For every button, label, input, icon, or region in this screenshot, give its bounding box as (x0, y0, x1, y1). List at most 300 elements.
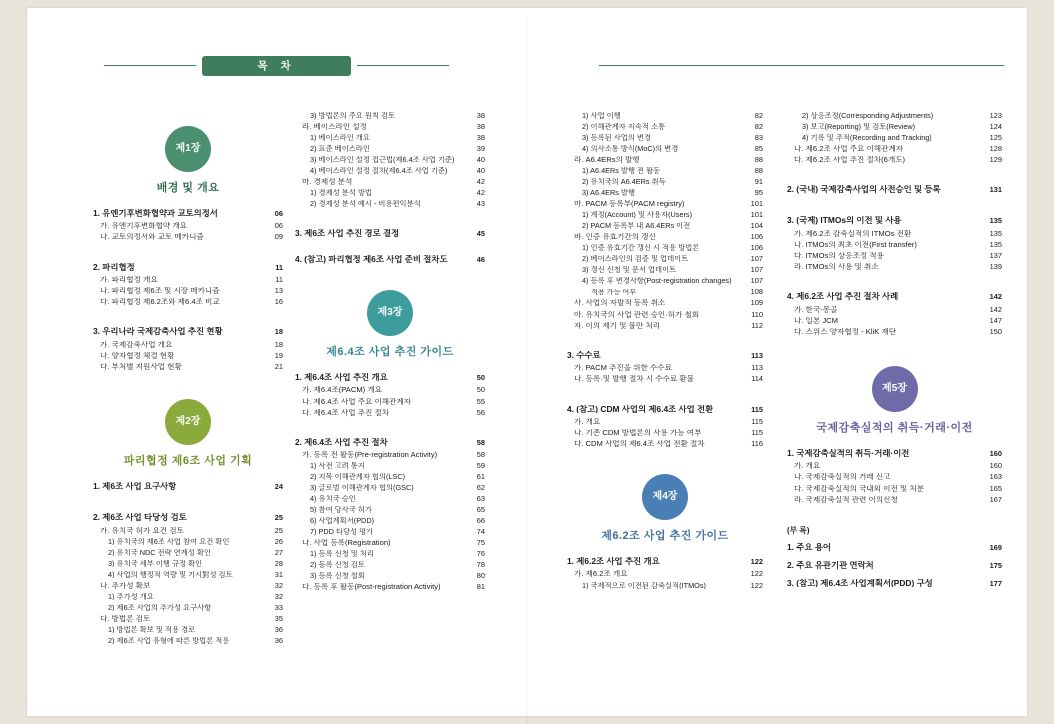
toc-entry[interactable] (567, 156, 763, 164)
toc-entry[interactable] (93, 637, 283, 645)
toc-entry-text: 4) 사업의 행정적 역량 및 기시對성 검토 (108, 570, 233, 579)
toc-entry-page: 19 (274, 350, 283, 360)
toc-entry-text: 3) 베이스라인 설정 접근법(제6.4조 사업 기준) (310, 156, 455, 164)
toc-entry-text: 2. 제6조 사업 타당성 검토 (93, 513, 187, 523)
chapter-4-name: 제6.2조 사업 추진 가이드 (601, 530, 729, 543)
toc-entry[interactable] (567, 351, 763, 360)
toc-entry-page: 167 (989, 494, 1002, 504)
toc-entry-text: 다. 부처별 지원사업 현황 (100, 363, 182, 371)
toc-entry[interactable] (567, 288, 763, 296)
toc-entry-page: 35 (274, 613, 283, 623)
toc-entry[interactable] (295, 178, 485, 186)
toc-entry[interactable] (787, 252, 1002, 260)
toc-entry-text: 라. 베이스라인 설정 (302, 122, 368, 131)
toc-entry-page: 81 (476, 582, 485, 592)
toc-entry[interactable] (567, 311, 763, 319)
toc-entry-text: 1) 방법론 확보 및 적용 경로 (108, 625, 196, 634)
chapter-4-heading (567, 474, 763, 543)
toc-entry-text: 4. 제6.2조 사업 추진 절차 사례 (787, 292, 899, 302)
toc-entry-text: 3) 방법론의 주요 원칙 검토 (310, 112, 396, 120)
toc-entry[interactable] (93, 298, 283, 306)
toc-entry-page: 137 (989, 251, 1002, 261)
spacer (567, 333, 763, 342)
toc-entry-text: 3) 갱신 신청 및 문서 업데이트 (582, 265, 677, 274)
toc-entry[interactable] (295, 506, 485, 514)
chapter-2-heading (93, 399, 283, 468)
toc-entry-text: 1) A6.4ERs 발행 전 활동 (582, 166, 661, 175)
toc-entry-text: 바. 인증 유효기간의 갱신 (574, 232, 656, 241)
toc-entry-page: 58 (476, 450, 485, 460)
toc-entry-text: 2) 제6조 사업 유형에 따른 방법론 적용 (108, 636, 230, 645)
toc-entry-text: 가. 제6.2조 개요 (574, 570, 628, 579)
toc-entry[interactable] (787, 543, 1002, 552)
toc-entry-text: 1. 제6.4조 사업 추진 개요 (295, 373, 388, 382)
toc-entry-text: 다. 파리협정 제6.2조와 제6.4조 비교 (100, 298, 220, 307)
toc-entry-text: 가. 국제감축사업 개요 (100, 340, 173, 349)
toc-entry[interactable] (567, 405, 763, 414)
toc-entry-page: 147 (989, 315, 1002, 325)
toc-entry-page: 101 (750, 209, 763, 219)
toc-entry[interactable] (787, 185, 1002, 194)
toc-entry-text: 나. 파리협정 제6조 및 시장 메카니즘 (100, 287, 220, 296)
spacer (787, 507, 1002, 525)
toc-entry[interactable] (93, 560, 283, 568)
chapter-1-name: 배경 및 개요 (156, 182, 220, 194)
toc-entry-text: 다. ITMOs의 상응조정 적용 (794, 252, 884, 261)
toc-entry-text: 7) PDD 타당성 평가 (310, 528, 374, 536)
toc-entry-page: 18 (274, 327, 283, 337)
toc-entry-page: 82 (754, 111, 763, 120)
toc-entry[interactable] (567, 277, 763, 285)
toc-entry-text: 라. A6.4ERs의 발행 (574, 155, 640, 164)
toc-entry[interactable] (295, 200, 485, 208)
toc-entry[interactable] (93, 549, 283, 557)
toc-entry[interactable] (93, 263, 283, 272)
toc-entry-text: 1) 사업 이행 (582, 112, 621, 120)
toc-entry[interactable] (295, 550, 485, 558)
toc-entry-text: 1) 추가성 개요 (108, 592, 154, 601)
toc-entry-text: 2) 베이스라인의 검증 및 업데이트 (582, 255, 689, 263)
toc-entry-page: 36 (274, 635, 283, 645)
toc-entry-page: 125 (989, 132, 1002, 142)
toc-entry[interactable] (93, 538, 283, 546)
toc-entry[interactable] (295, 255, 485, 264)
toc-entry-page: 112 (751, 320, 763, 330)
toc-entry[interactable] (93, 233, 283, 241)
toc-entry[interactable] (787, 496, 1002, 504)
toc-entry-text: 사. 사업의 자발적 등록 취소 (574, 299, 666, 308)
toc-entry[interactable] (295, 167, 485, 175)
toc-entry[interactable] (93, 276, 283, 284)
toc-entry-page: 115 (751, 404, 763, 414)
toc-entry[interactable] (567, 200, 763, 208)
toc-entry-text: 2) 표준 베이스라인 (310, 145, 370, 153)
toc-entry-page: 59 (476, 461, 485, 471)
chapter-1-heading (93, 126, 283, 195)
toc-entry-page: 177 (989, 578, 1002, 588)
chapter-5-name: 국제감축실적의 취득·거래·이전 (816, 422, 973, 435)
toc-entry[interactable] (295, 409, 485, 417)
toc-entry[interactable] (787, 473, 1002, 481)
toc-entry-page: 55 (476, 396, 485, 406)
toc-entry[interactable] (295, 495, 485, 503)
toc-entry[interactable] (567, 418, 763, 426)
toc-entry[interactable] (93, 593, 283, 601)
left-page (27, 8, 527, 716)
toc-entry-page: 82 (754, 121, 763, 131)
toc-entry[interactable] (295, 112, 485, 120)
spacer (295, 242, 485, 246)
toc-column-right-1 (567, 112, 763, 593)
toc-entry-page: 135 (989, 228, 1002, 238)
toc-entry-text: 1) 등록 신청 및 처리 (310, 550, 374, 558)
toc-entry-page: 104 (750, 220, 763, 230)
toc-entry[interactable] (93, 527, 283, 535)
toc-entry-text: 2) 지목 이해관계자 협의(LSC) (310, 473, 406, 481)
toc-entry-page: 74 (476, 527, 485, 537)
toc-entry[interactable] (295, 473, 485, 481)
toc-entry-text: 1) 경제성 분석 방법 (310, 189, 372, 197)
toc-entry-text: 가. 유엔기후변화협약 개요 (100, 222, 188, 231)
toc-entry-page: 91 (754, 176, 763, 186)
toc-entry-page: 43 (476, 199, 485, 209)
toc-entry-page: 85 (754, 143, 763, 153)
toc-entry[interactable] (567, 233, 763, 241)
toc-entry[interactable] (787, 230, 1002, 238)
toc-entry-text: 라. 국제감축실적 관련 이의신청 (794, 495, 898, 504)
toc-entry-page: 106 (750, 243, 763, 253)
toc-entry-text: 3) A6.4ERs 발행 (582, 188, 636, 197)
toc-entry-text: 2) 경제성 분석 예시 - 비용편익분석 (310, 200, 421, 208)
toc-entry[interactable] (93, 571, 283, 579)
toc-entry-text: 나. 일본 JCM (794, 316, 838, 325)
toc-entry-text: 가. 유치국 허가 요건 검토 (100, 526, 184, 535)
toc-entry-page: 16 (274, 297, 283, 307)
toc-entry-page: 75 (476, 538, 485, 548)
toc-entry[interactable] (93, 626, 283, 634)
toc-entry[interactable] (787, 292, 1002, 301)
toc-entry[interactable] (567, 189, 763, 197)
spacer (567, 387, 763, 396)
toc-entry[interactable] (295, 462, 485, 470)
toc-entry-page: 40 (476, 155, 485, 165)
toc-entry[interactable] (567, 266, 763, 274)
chapter-5-heading (787, 366, 1002, 435)
toc-entry[interactable] (787, 123, 1002, 131)
toc-entry[interactable] (295, 189, 485, 197)
toc-entry-page: 11 (275, 262, 283, 272)
toc-entry[interactable] (787, 112, 1002, 120)
toc-entry[interactable] (787, 317, 1002, 325)
toc-entry-page: 56 (476, 407, 485, 417)
chapter-3-heading (295, 290, 485, 359)
chapter-1-badge: 제1장 (165, 126, 211, 172)
toc-entry[interactable] (787, 216, 1002, 225)
toc-entry-page: 46 (476, 255, 485, 265)
toc-entry-page: 21 (274, 362, 283, 372)
toc-entry[interactable] (295, 373, 485, 382)
toc-entry-page: 113 (751, 363, 763, 373)
toc-entry-text: 다. 제6.4조 사업 추진 절차 (302, 408, 390, 417)
toc-entry[interactable] (93, 615, 283, 623)
toc-entry[interactable] (567, 178, 763, 186)
toc-entry[interactable] (295, 561, 485, 569)
toc-entry[interactable] (787, 134, 1002, 142)
toc-entry-page: 78 (476, 560, 485, 570)
book-spread (27, 8, 1027, 716)
toc-entry[interactable] (93, 222, 283, 230)
toc-entry-text: 2) 이해관계자 지속적 소통 (582, 122, 666, 131)
header-rule-right (357, 65, 449, 66)
toc-entry[interactable] (93, 209, 283, 218)
toc-entry[interactable] (567, 244, 763, 252)
toc-entry-page: 160 (989, 449, 1002, 459)
toc-entry[interactable] (295, 572, 485, 580)
toc-entry[interactable] (567, 299, 763, 307)
toc-entry[interactable] (295, 583, 485, 591)
toc-entry-text: 2) 유치국 NDC 전략 연계성 확인 (108, 548, 211, 557)
toc-entry-text: 4) 유치국 승인 (310, 495, 356, 503)
toc-entry-text: 1) 사전 고려 통지 (310, 462, 365, 471)
toc-entry[interactable] (295, 123, 485, 131)
toc-entry[interactable] (295, 145, 485, 153)
spacer (787, 167, 1002, 176)
toc-entry[interactable] (567, 582, 763, 590)
toc-entry-page: 31 (274, 569, 283, 579)
toc-entry-page: 09 (274, 232, 283, 242)
toc-entry-page: 36 (274, 624, 283, 634)
toc-entry[interactable] (295, 438, 485, 447)
toc-entry[interactable] (787, 485, 1002, 493)
toc-entry-page: 122 (750, 580, 763, 590)
toc-entry[interactable] (787, 561, 1002, 570)
toc-entry-page: 131 (989, 185, 1002, 195)
toc-entry-text: 1) 계정(Account) 및 사용자(Users) (582, 210, 693, 219)
toc-entry[interactable] (93, 341, 283, 349)
toc-entry-text: 다. 등록 후 활동(Post-registration Activity) (302, 583, 441, 592)
toc-entry[interactable] (787, 328, 1002, 336)
spacer (787, 274, 1002, 283)
toc-entry-page: 106 (750, 231, 763, 241)
toc-entry-page: 110 (751, 309, 763, 319)
toc-entry[interactable] (567, 375, 763, 383)
toc-entry[interactable] (295, 484, 485, 492)
spacer (787, 198, 1002, 207)
toc-entry[interactable] (295, 528, 485, 536)
right-page (527, 8, 1027, 716)
toc-entry-text: 2. 주요 유관기관 연락처 (787, 560, 874, 570)
toc-entry-text: 아. 유치국의 사업 관련 승인·허가 철회 (574, 310, 700, 319)
toc-entry[interactable] (93, 287, 283, 295)
toc-entry-page: 163 (989, 472, 1002, 482)
toc-entry-text: 1) 국제적으로 이전된 감축실적(ITMOs) (582, 581, 706, 590)
toc-entry-page: 28 (274, 558, 283, 568)
toc-entry-text: 나. 국제감축실적의 거래 신고 (794, 473, 891, 482)
toc-entry[interactable] (295, 398, 485, 406)
toc-entry-text: 가. 개요 (574, 417, 601, 426)
toc-entry[interactable] (787, 241, 1002, 249)
toc-entry-page: 109 (750, 298, 763, 308)
toc-entry-page: 62 (476, 483, 485, 493)
toc-entry-page: 107 (750, 275, 763, 285)
toc-entry-page: 139 (989, 262, 1002, 272)
toc-entry[interactable] (567, 112, 763, 120)
toc-entry-page: 142 (989, 292, 1002, 302)
toc-entry-page: 135 (989, 239, 1002, 249)
chapter-3-name: 제6.4조 사업 추진 가이드 (326, 346, 454, 359)
toc-entry[interactable] (567, 134, 763, 142)
toc-entry-text: 라. ITMOs의 사용 및 취소 (794, 263, 879, 272)
toc-entry-page: 06 (274, 209, 283, 218)
toc-entry-page: 76 (476, 549, 485, 559)
toc-entry-page: 42 (476, 188, 485, 198)
toc-entry-text: 2) 등록 신청 검토 (310, 561, 365, 569)
toc-entry-page: 38 (476, 133, 485, 143)
toc-entry-text: 나. 제6.2조 사업 주요 이해관계자 (794, 144, 904, 153)
toc-entry-text: 1) 베이스라인 개요 (310, 134, 370, 142)
toc-entry-text: 나. 등록·및 발행 절차 시 수수료 환불 (574, 375, 694, 384)
toc-entry-page: 135 (989, 216, 1002, 226)
toc-entry[interactable] (93, 513, 283, 522)
header-rule-left (104, 65, 196, 66)
toc-entry[interactable] (295, 229, 485, 238)
toc-entry[interactable] (295, 386, 485, 394)
toc-entry-page: 83 (754, 132, 763, 142)
toc-entry[interactable] (567, 145, 763, 153)
toc-entry[interactable] (295, 156, 485, 164)
toc-entry-text: 가. 제6.2조 감축실적의 ITMOs 전환 (794, 229, 912, 238)
toc-entry-page: 142 (989, 304, 1002, 314)
toc-entry[interactable] (567, 570, 763, 578)
toc-entry[interactable] (787, 145, 1002, 153)
toc-entry-text: 2. (국내) 국제감축사업의 사전승인 및 등록 (787, 185, 941, 194)
toc-entry-text: 다. 국제감축실적의 국내외 이전 및 처분 (794, 484, 925, 493)
toc-entry-page: 114 (751, 374, 763, 384)
toc-entry-page: 107 (750, 264, 763, 274)
toc-entry-text: 5) 참여 당사국 허가 (310, 506, 372, 514)
toc-entry[interactable] (567, 211, 763, 219)
toc-entry-page: 58 (476, 437, 485, 447)
toc-entry-page: 42 (476, 176, 485, 186)
toc-entry[interactable] (567, 123, 763, 131)
toc-entry[interactable] (787, 263, 1002, 271)
toc-entry-text: 마. 경제성 분석 (302, 177, 353, 186)
chapter-2-name: 파리협정 제6조 사업 기획 (123, 455, 253, 467)
toc-entry[interactable] (567, 429, 763, 437)
toc-entry[interactable] (295, 451, 485, 459)
toc-entry-text: 4. (참고) 파리협정 제6조 사업 준비 절차도 (295, 255, 448, 265)
toc-entry[interactable] (93, 352, 283, 360)
toc-entry[interactable] (787, 306, 1002, 314)
toc-entry[interactable] (787, 462, 1002, 470)
toc-entry-text: 나. 제6.4조 사업 주요 이해관계자 (302, 397, 412, 406)
toc-entry-page: 169 (989, 542, 1002, 552)
toc-entry[interactable] (787, 579, 1002, 588)
toc-entry-page: 06 (274, 221, 283, 231)
toc-entry[interactable] (567, 222, 763, 230)
toc-entry-page: 101 (750, 198, 763, 208)
toc-entry[interactable] (93, 327, 283, 336)
toc-entry[interactable] (567, 364, 763, 372)
toc-entry[interactable] (567, 440, 763, 448)
toc-entry[interactable] (295, 134, 485, 142)
toc-column-right-2 (787, 112, 1002, 592)
toc-entry-page: 115 (751, 428, 763, 438)
toc-entry-page: 116 (751, 439, 763, 449)
toc-entry-text: 2) 상응조정(Corresponding Adjustments) (802, 112, 934, 120)
toc-entry-page: 32 (274, 591, 283, 601)
toc-entry-page: 88 (754, 165, 763, 175)
appendix-label: (부 록) (787, 525, 810, 535)
toc-entry-page: 50 (476, 385, 485, 395)
toc-entry-page: 24 (274, 482, 283, 491)
toc-entry[interactable] (93, 582, 283, 590)
toc-entry-text: 1. 유엔기후변화협약과 교토의정서 (93, 209, 218, 218)
toc-entry[interactable] (567, 167, 763, 175)
toc-entry[interactable] (93, 363, 283, 371)
toc-entry-text: 1. 주요 용어 (787, 542, 831, 552)
toc-entry[interactable] (567, 255, 763, 263)
toc-column-left-2 (295, 112, 485, 594)
toc-entry-text: 3. 수수료 (567, 350, 601, 360)
toc-entry-text: 3. (국제) ITMOs의 이전 및 사용 (787, 216, 902, 226)
toc-entry-text: 4) 베이스라인 설정 절차(제6.4조 사업 기준) (310, 166, 448, 175)
toc-entry-page: 45 (476, 228, 485, 238)
toc-entry-page: 50 (476, 373, 485, 383)
toc-entry-text: 나. 양자협정 체결 현황 (100, 351, 175, 360)
toc-entry-text: 4) 기록 및 추적(Recording and Tracking) (802, 133, 932, 142)
toc-entry-text: 3. (참고) 제6.4조 사업계획서(PDD) 구성 (787, 578, 933, 588)
toc-entry-page: 107 (750, 254, 763, 263)
toc-entry[interactable] (93, 604, 283, 612)
toc-entry-page: 65 (476, 505, 485, 515)
toc-entry-page: 38 (476, 111, 485, 120)
chapter-3-badge: 제3장 (367, 290, 413, 336)
toc-entry-page: 95 (754, 187, 763, 197)
toc-entry-text: 가. 파리협정 개요 (100, 275, 158, 284)
toc-entry-text: 가. PACM 추진을 위한 수수료 (574, 364, 672, 373)
toc-entry-page: 38 (476, 121, 485, 131)
toc-entry-page: 33 (274, 602, 283, 612)
toc-entry[interactable] (787, 156, 1002, 164)
toc-entry-page: 61 (476, 472, 485, 482)
toc-entry[interactable] (295, 539, 485, 547)
spacer (93, 309, 283, 318)
toc-entry[interactable] (567, 557, 763, 566)
toc-entry-text: 마. PACM 등록부(PACM registry) (574, 199, 685, 208)
toc-entry-text: 3) 유치국 세부 이행 규정 확인 (108, 559, 203, 568)
toc-entry-text: 3) 글로벌 이해관계자 협의(GSC) (310, 484, 414, 492)
spacer (295, 420, 485, 429)
toc-entry-text: 다. 스위스 양자협정 - KliK 재단 (794, 328, 897, 337)
toc-entry[interactable] (93, 482, 283, 491)
toc-column-left-1 (93, 112, 283, 648)
toc-entry-text: 다. 방법론 검토 (100, 614, 151, 623)
toc-entry-page: 66 (476, 516, 485, 526)
toc-entry-page: 39 (476, 144, 485, 154)
header-rule-right-page (599, 65, 1004, 66)
toc-entry-text: 1. 제6조 사업 요구사항 (93, 482, 177, 491)
toc-entry-text: 4) 의사소통 방식(MoC)의 변경 (582, 144, 679, 153)
toc-entry-page: 18 (274, 339, 283, 349)
toc-entry-page: 63 (476, 494, 485, 504)
toc-entry[interactable] (787, 449, 1002, 458)
toc-entry-text: 다. CDM 사업의 제6.4조 사업 전환 절차 (574, 440, 705, 449)
toc-entry[interactable] (567, 322, 763, 330)
toc-entry[interactable] (295, 517, 485, 525)
toc-entry-text: 1) 인증 유효기간 갱신 시 적용 방법론 (582, 244, 700, 252)
toc-entry-text: 4) 등록 후 변경사항(Post-registration changes) (582, 276, 732, 285)
